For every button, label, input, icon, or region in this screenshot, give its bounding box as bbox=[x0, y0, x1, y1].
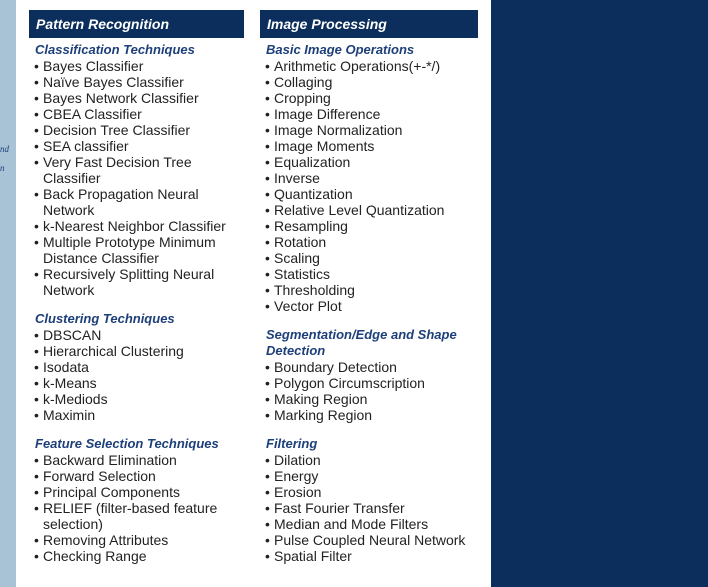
list-item: • Backward Elimination bbox=[29, 452, 244, 468]
technique-section bbox=[260, 436, 478, 564]
technique-section bbox=[29, 42, 244, 298]
list-item: • Very Fast Decision Tree Classifier bbox=[29, 154, 244, 186]
list-item: • Quantization bbox=[260, 186, 478, 202]
technique-section bbox=[260, 327, 478, 423]
list-item: • Image Difference bbox=[260, 106, 478, 122]
list-item: • Polygon Circumscription bbox=[260, 375, 478, 391]
list-item: • Inverse bbox=[260, 170, 478, 186]
list-item: • Cropping bbox=[260, 90, 478, 106]
list-item: • Median and Mode Filters bbox=[260, 516, 478, 532]
list-item: • Image Normalization bbox=[260, 122, 478, 138]
list-item: • Arithmetic Operations(+-*/) bbox=[260, 58, 478, 74]
list-item: • Collaging bbox=[260, 74, 478, 90]
column-header: Image Processing bbox=[260, 10, 478, 38]
list-item: • k-Mediods bbox=[29, 391, 244, 407]
list-item: • Making Region bbox=[260, 391, 478, 407]
list-item: • Equalization bbox=[260, 154, 478, 170]
section-title: Segmentation/Edge and Shape Detection bbox=[266, 327, 457, 358]
list-item: • Rotation bbox=[260, 234, 478, 250]
list-item: • Hierarchical Clustering bbox=[29, 343, 244, 359]
list-item: • Boundary Detection bbox=[260, 359, 478, 375]
list-item: • Back Propagation Neural Network bbox=[29, 186, 244, 218]
list-item: • Scaling bbox=[260, 250, 478, 266]
column-header: Pattern Recognition bbox=[29, 10, 244, 38]
list-item: • Bayes Network Classifier bbox=[29, 90, 244, 106]
technique-list bbox=[29, 58, 244, 298]
section-title: Clustering Techniques bbox=[35, 311, 175, 326]
technique-section bbox=[29, 311, 244, 423]
list-item: • CBEA Classifier bbox=[29, 106, 244, 122]
list-item: • k-Nearest Neighbor Classifier bbox=[29, 218, 244, 234]
list-item: • SEA classifier bbox=[29, 138, 244, 154]
list-item: • Relative Level Quantization bbox=[260, 202, 478, 218]
list-item: • Image Moments bbox=[260, 138, 478, 154]
list-item: • Thresholding bbox=[260, 282, 478, 298]
pattern-recognition-column bbox=[29, 10, 244, 577]
section-title: Basic Image Operations bbox=[266, 42, 415, 57]
list-item: • Erosion bbox=[260, 484, 478, 500]
technique-list bbox=[29, 452, 244, 564]
list-item: • Isodata bbox=[29, 359, 244, 375]
list-item: • DBSCAN bbox=[29, 327, 244, 343]
list-item: • Spatial Filter bbox=[260, 548, 478, 564]
list-item: • Decision Tree Classifier bbox=[29, 122, 244, 138]
technique-section bbox=[29, 436, 244, 564]
list-item: • RELIEF (filter-based feature selection) bbox=[29, 500, 244, 532]
section-title: Feature Selection Techniques bbox=[35, 436, 219, 451]
edge-text-fragment: n bbox=[0, 163, 5, 173]
technique-list bbox=[260, 359, 478, 423]
image-processing-column bbox=[260, 10, 478, 577]
list-item: • Energy bbox=[260, 468, 478, 484]
list-item: • Dilation bbox=[260, 452, 478, 468]
list-item: • Maximin bbox=[29, 407, 244, 423]
list-item: • Resampling bbox=[260, 218, 478, 234]
edge-text-fragment: nd bbox=[0, 144, 9, 154]
technique-list bbox=[260, 58, 478, 314]
list-item: • Removing Attributes bbox=[29, 532, 244, 548]
list-item: • Vector Plot bbox=[260, 298, 478, 314]
list-item: • Statistics bbox=[260, 266, 478, 282]
list-item: • Recursively Splitting Neural Network bbox=[29, 266, 244, 298]
list-item: • Principal Components bbox=[29, 484, 244, 500]
list-item: • Pulse Coupled Neural Network bbox=[260, 532, 478, 548]
list-item: • k-Means bbox=[29, 375, 244, 391]
section-title: Filtering bbox=[266, 436, 318, 451]
technique-list bbox=[260, 452, 478, 564]
section-title: Classification Techniques bbox=[35, 42, 195, 57]
list-item: • Naïve Bayes Classifier bbox=[29, 74, 244, 90]
list-item: • Checking Range bbox=[29, 548, 244, 564]
list-item: • Multiple Prototype Minimum Distance Classifier bbox=[29, 234, 244, 266]
list-item: • Fast Fourier Transfer bbox=[260, 500, 478, 516]
list-item: • Forward Selection bbox=[29, 468, 244, 484]
list-item: • Bayes Classifier bbox=[29, 58, 244, 74]
technique-section bbox=[260, 42, 478, 314]
section-list bbox=[29, 42, 244, 564]
technique-list bbox=[29, 327, 244, 423]
section-list bbox=[260, 42, 478, 564]
right-dark-panel bbox=[491, 0, 708, 587]
left-sidebar-strip bbox=[0, 0, 16, 587]
list-item: • Marking Region bbox=[260, 407, 478, 423]
